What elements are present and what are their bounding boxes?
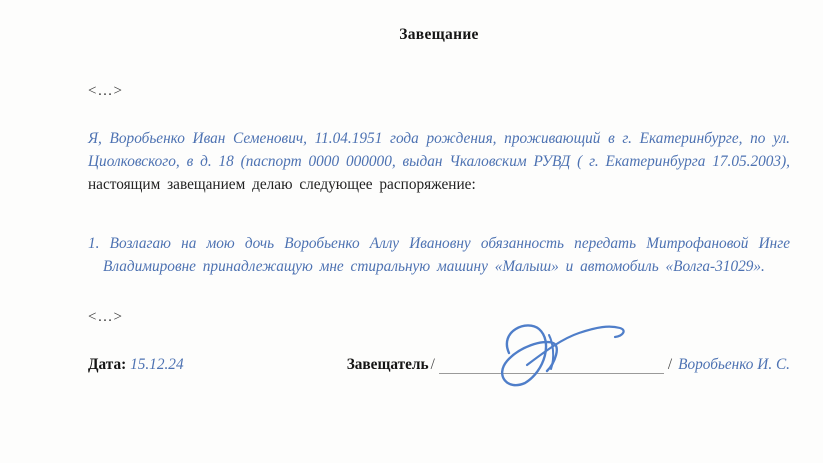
declaration-paragraph <box>88 127 790 196</box>
testator-name: Воробьенко И. С. <box>678 356 790 373</box>
clause-number: 1. <box>88 235 100 252</box>
slash-right: / <box>667 356 673 373</box>
date-block <box>88 356 184 374</box>
date-value: 15.12.24 <box>130 356 184 373</box>
declaration-statement: настоящим завещанием делаю следующее распоряжение: <box>88 176 476 193</box>
slash-left: / <box>430 356 435 373</box>
document-title: Завещание <box>399 26 479 43</box>
omission-mark-bottom: <…> <box>88 309 123 325</box>
omission-mark-top: <…> <box>88 83 123 99</box>
signature-line <box>439 355 664 374</box>
date-label: Дата: <box>88 356 127 373</box>
declaration-personal-info: Я, Воробьенко Иван Семенович, 11.04.1951 года рождения, проживающий в г. Екатеринбурге, по ул. Циолковского, в д. 18 (паспорт 0000 000000, выдан Чкаловским РУВД ( г. Екатеринбурга 17.05.2003), <box>88 130 790 170</box>
footer-row <box>88 355 790 374</box>
clause-text: Возлагаю на мою дочь Воробьенко Аллу Ивановну обязанность передать Митрофановой Инге Владимировне принадлежащую мне стиральную машину «Малыш» и автомобиль «Волга-31029». <box>103 235 790 275</box>
testator-label: Завещатель <box>346 356 429 373</box>
signature-block <box>347 355 790 374</box>
bequest-clause <box>88 232 790 278</box>
